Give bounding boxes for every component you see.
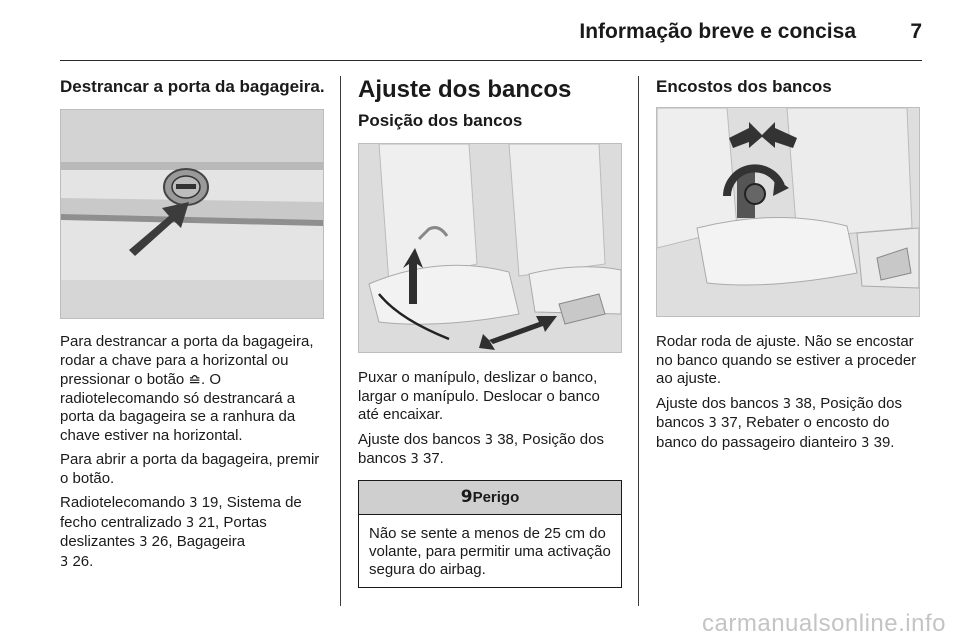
seat-backrest-photo-icon — [657, 108, 919, 316]
trunk-para2: Para abrir a porta da bagageira, premir o botão. — [60, 451, 320, 487]
column-backrest — [656, 76, 922, 459]
trunk-para3a: Radiotelecomando — [60, 494, 190, 511]
ref-arrow-icon: 3 — [139, 535, 148, 550]
ref-arrow-icon: 3 — [60, 554, 69, 570]
seat-position-figure — [358, 143, 622, 353]
backrest-para1: Rodar roda de ajuste. Não se encostar no banco quando se estiver a proceder ao ajuste. — [656, 333, 917, 387]
ref-arrow-icon: 3 — [484, 432, 494, 448]
ref-arrow-icon: 3 — [861, 435, 870, 451]
ref-arrow-icon: 3 — [410, 452, 419, 467]
watermark: carmanualsonline.info — [702, 610, 946, 637]
trunk-para1b: . O radiotelecomando só destrancará a porta da bagageira se a ranhura da chave estiver na horizontal. — [60, 371, 296, 444]
header-rule — [60, 60, 922, 61]
seat-position-para1: Puxar o manípulo, deslizar o banco, largar o manípulo. Deslocar o banco até encaixar. — [358, 369, 600, 423]
trunk-ref3[interactable]: 26, Bagageira — [151, 533, 246, 550]
column-divider-right — [638, 76, 639, 606]
ref-arrow-icon: 3 — [708, 416, 717, 431]
ref-arrow-icon: 3 — [189, 496, 198, 511]
trunk-ref2[interactable]: 21, Portas deslizantes — [60, 513, 267, 550]
seat-ref1[interactable]: 38, Posição dos bancos — [358, 430, 604, 467]
trunk-lock-figure — [60, 109, 324, 319]
warning-box — [358, 480, 622, 588]
trunk-ref4[interactable]: 26. — [72, 552, 94, 570]
warning-title: Perigo — [472, 488, 520, 506]
warning-triangle-icon: 9 — [460, 486, 473, 507]
seat-ref2[interactable]: 37. — [423, 450, 444, 467]
column-trunk — [60, 76, 326, 578]
backrest-ref2[interactable]: 37, Rebater o encosto do banco do passageiro dianteiro — [656, 414, 890, 451]
column-seat-adjust — [358, 76, 624, 588]
seat-position-para2a: Ajuste dos bancos — [358, 430, 485, 448]
section-heading-backrest: Encostos dos bancos — [656, 77, 832, 96]
header-title: Informação breve e concisa — [579, 20, 856, 43]
seat-position-photo-icon — [359, 144, 621, 352]
subsection-seat-position: Posição dos bancos — [358, 111, 523, 130]
ref-arrow-icon: 3 — [185, 515, 195, 531]
trunk-para1a: Para destrancar a porta da bagageira, rodar a chave para a horizontal ou pressionar o botão — [60, 333, 314, 388]
seat-backrest-figure — [656, 107, 920, 317]
trunk-lock-photo-icon — [61, 110, 323, 318]
section-heading-trunk: Destrancar a porta da bagageira. — [60, 77, 325, 96]
section-title-seats: Ajuste dos bancos — [358, 76, 572, 103]
trunk-ref1[interactable]: 19, Sistema de fecho centralizado — [60, 494, 302, 531]
backrest-ref3[interactable]: 39. — [873, 433, 895, 451]
page-number: 7 — [910, 20, 922, 43]
column-divider-left — [340, 76, 341, 606]
ref-arrow-icon: 3 — [782, 396, 792, 412]
backrest-para2a: Ajuste dos bancos — [656, 394, 783, 412]
backrest-ref1[interactable]: 38, Posição dos bancos — [656, 394, 902, 431]
trunk-button-glyph-icon: ⪮ — [188, 370, 201, 388]
warning-text: Não se sente a menos de 25 cm do volante, para permitir uma activação segura do airbag. — [369, 524, 611, 578]
warning-header — [359, 481, 621, 515]
